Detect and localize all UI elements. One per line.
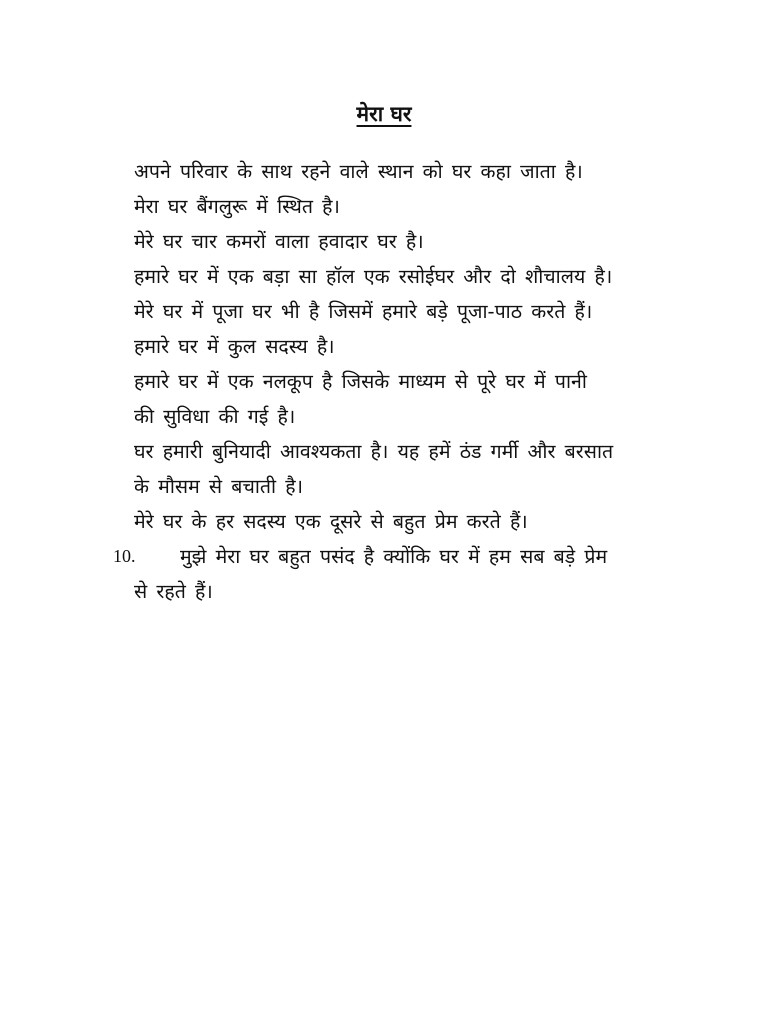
text-line: घर हमारी बुनियादी आवश्यकता है। यह हमें ठंड गर्मी और बरसात bbox=[134, 440, 614, 463]
text-line: मेरा घर बैंगलुरू में स्थित है। bbox=[134, 195, 340, 218]
text-line: हमारे घर में एक नलकूप है जिसके माध्यम से पूरे घर में पानी bbox=[134, 370, 587, 393]
numbered-item-10 bbox=[113, 539, 694, 574]
text-line: अपने परिवार के साथ रहने वाले स्थान को घर कहा जाता है। bbox=[134, 160, 583, 183]
item-10-line-1: मुझे मेरा घर बहुत पसंद है क्योंकि घर में हम सब बड़े प्रेम bbox=[180, 545, 608, 568]
text-line: मेरे घर चार कमरों वाला हवादार घर है। bbox=[134, 230, 424, 253]
item-10-line-2: से रहते हैं। bbox=[134, 580, 213, 603]
text-line: की सुविधा की गई है। bbox=[134, 405, 296, 428]
text-line: मेरे घर में पूजा घर भी है जिसमें हमारे बड़े पूजा-पाठ करते हैं। bbox=[134, 300, 593, 323]
item-number: 10. bbox=[113, 546, 136, 566]
text-line: हमारे घर में एक बड़ा सा हॉल एक रसोईघर और दो शौचालय है। bbox=[134, 265, 613, 288]
text-line: हमारे घर में कुल सदस्य है। bbox=[134, 335, 335, 358]
document-body bbox=[113, 154, 694, 609]
text-line: मेरे घर के हर सदस्य एक दूसरे से बहुत प्रेम करते हैं। bbox=[134, 510, 528, 533]
document-title: मेरा घर bbox=[356, 102, 412, 126]
text-line: के मौसम से बचाती है। bbox=[134, 475, 303, 498]
